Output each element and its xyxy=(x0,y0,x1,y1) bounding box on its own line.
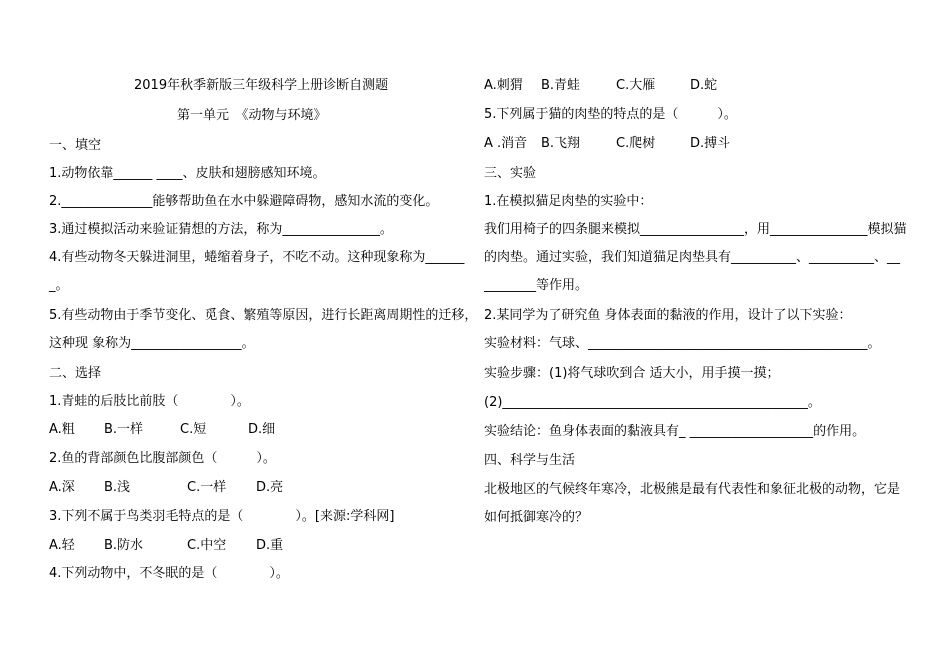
choice-5-option-b: B.飞翔 xyxy=(541,136,581,151)
life-question-line-2: 如何抵御寒冷的？ xyxy=(484,510,589,525)
choice-2-option-a: A.深 xyxy=(49,480,75,495)
choice-question-4: 4.下列动物中，不冬眠的是（ ）。 xyxy=(49,566,289,581)
experiment-2-step-2: (2)_______________________________________________。 xyxy=(484,395,821,410)
choice-2-option-c: C.一样 xyxy=(187,480,227,495)
choice-question-2: 2.鱼的背部颜色比腹部颜色（ ）。 xyxy=(49,451,276,466)
choice-4-option-a: A.刺猬 xyxy=(484,78,523,93)
choice-1-option-b: B.一样 xyxy=(104,422,144,437)
choice-question-3: 3.下列不属于鸟类羽毛特点的是（ ）。[来源:学科网] xyxy=(49,509,395,524)
choice-5-option-d: D.搏斗 xyxy=(690,136,731,151)
choice-4-option-c: C.大雁 xyxy=(616,78,656,93)
choice-4-option-d: D.蛇 xyxy=(690,78,718,93)
choice-3-option-a: A.轻 xyxy=(49,538,75,553)
choice-question-5: 5.下列属于猫的肉垫的特点的是（ ）。 xyxy=(484,107,737,122)
fill-question-1: 1.动物依靠______ ____、皮肤和翅膀感知环境。 xyxy=(49,166,326,181)
choice-1-option-d: D.细 xyxy=(248,422,276,437)
choice-4-option-b: B.青蛙 xyxy=(541,78,581,93)
section-fill-blank-heading: 一、填空 xyxy=(49,138,102,153)
experiment-1-line-3: ________等作用。 xyxy=(484,278,589,293)
choice-3-option-d: D.重 xyxy=(256,538,284,553)
life-question-line-1: 北极地区的气候终年寒冷，北极熊是最有代表性和象征北极的动物，它是 xyxy=(484,482,901,497)
choice-2-option-b: B.浅 xyxy=(104,480,131,495)
experiment-1-title: 1.在模拟猫足肉垫的实验中： xyxy=(484,194,653,209)
choice-5-option-a: A .消音 xyxy=(484,136,528,151)
experiment-1-line-1: 我们用椅子的四条腿来模拟________________，用_______________模拟猫 xyxy=(484,222,907,237)
unit-subtitle: 第一单元 《动物与环境》 xyxy=(177,108,327,123)
page-title: 2019年秋季新版三年级科学上册诊断自测题 xyxy=(134,78,389,93)
fill-question-3: 3.通过模拟活动来验证猜想的方法，称为_______________。 xyxy=(49,222,393,237)
choice-question-1: 1.青蛙的后肢比前肢（ ）。 xyxy=(49,394,250,409)
choice-3-option-c: C.中空 xyxy=(187,538,227,553)
experiment-2-conclusion: 实验结论：鱼身体表面的黏液具有_ ___________________的作用。 xyxy=(484,424,866,439)
choice-1-option-c: C.短 xyxy=(180,422,207,437)
choice-3-option-b: B.防水 xyxy=(104,538,144,553)
fill-question-5-line-2: 这种现 象称为_________________。 xyxy=(49,336,255,351)
fill-question-4-line-2: _。 xyxy=(49,278,69,293)
experiment-2-title: 2.某同学为了研究鱼 身体表面的黏液的作用，设计了以下实验： xyxy=(484,308,852,323)
fill-question-4-line-1: 4.有些动物冬天躲进洞里，蜷缩着身子，不吃不动。这种现象称为______ xyxy=(49,250,465,265)
choice-5-option-c: C.爬树 xyxy=(616,136,656,151)
section-experiment-heading: 三、实验 xyxy=(484,166,537,181)
fill-question-5-line-1: 5.有些动物由于季节变化、觅食、繁殖等原因，进行长距离周期性的迁移， xyxy=(49,308,478,323)
experiment-1-line-2: 的肉垫。通过实验，我们知道猫足肉垫具有__________、__________、__ xyxy=(484,250,901,265)
section-science-life-heading: 四、科学与生活 xyxy=(484,453,576,468)
choice-2-option-d: D.亮 xyxy=(256,480,284,495)
fill-question-2: 2.______________能够帮助鱼在水中躲避障碍物，感知水流的变化。 xyxy=(49,194,439,209)
experiment-2-materials: 实验材料：气球、___________________________________________。 xyxy=(484,336,881,351)
choice-1-option-a: A.粗 xyxy=(49,422,75,437)
experiment-2-step-1: 实验步骤：(1)将气球吹到合 适大小，用手摸一摸； xyxy=(484,366,780,381)
section-choice-heading: 二、选择 xyxy=(49,366,102,381)
